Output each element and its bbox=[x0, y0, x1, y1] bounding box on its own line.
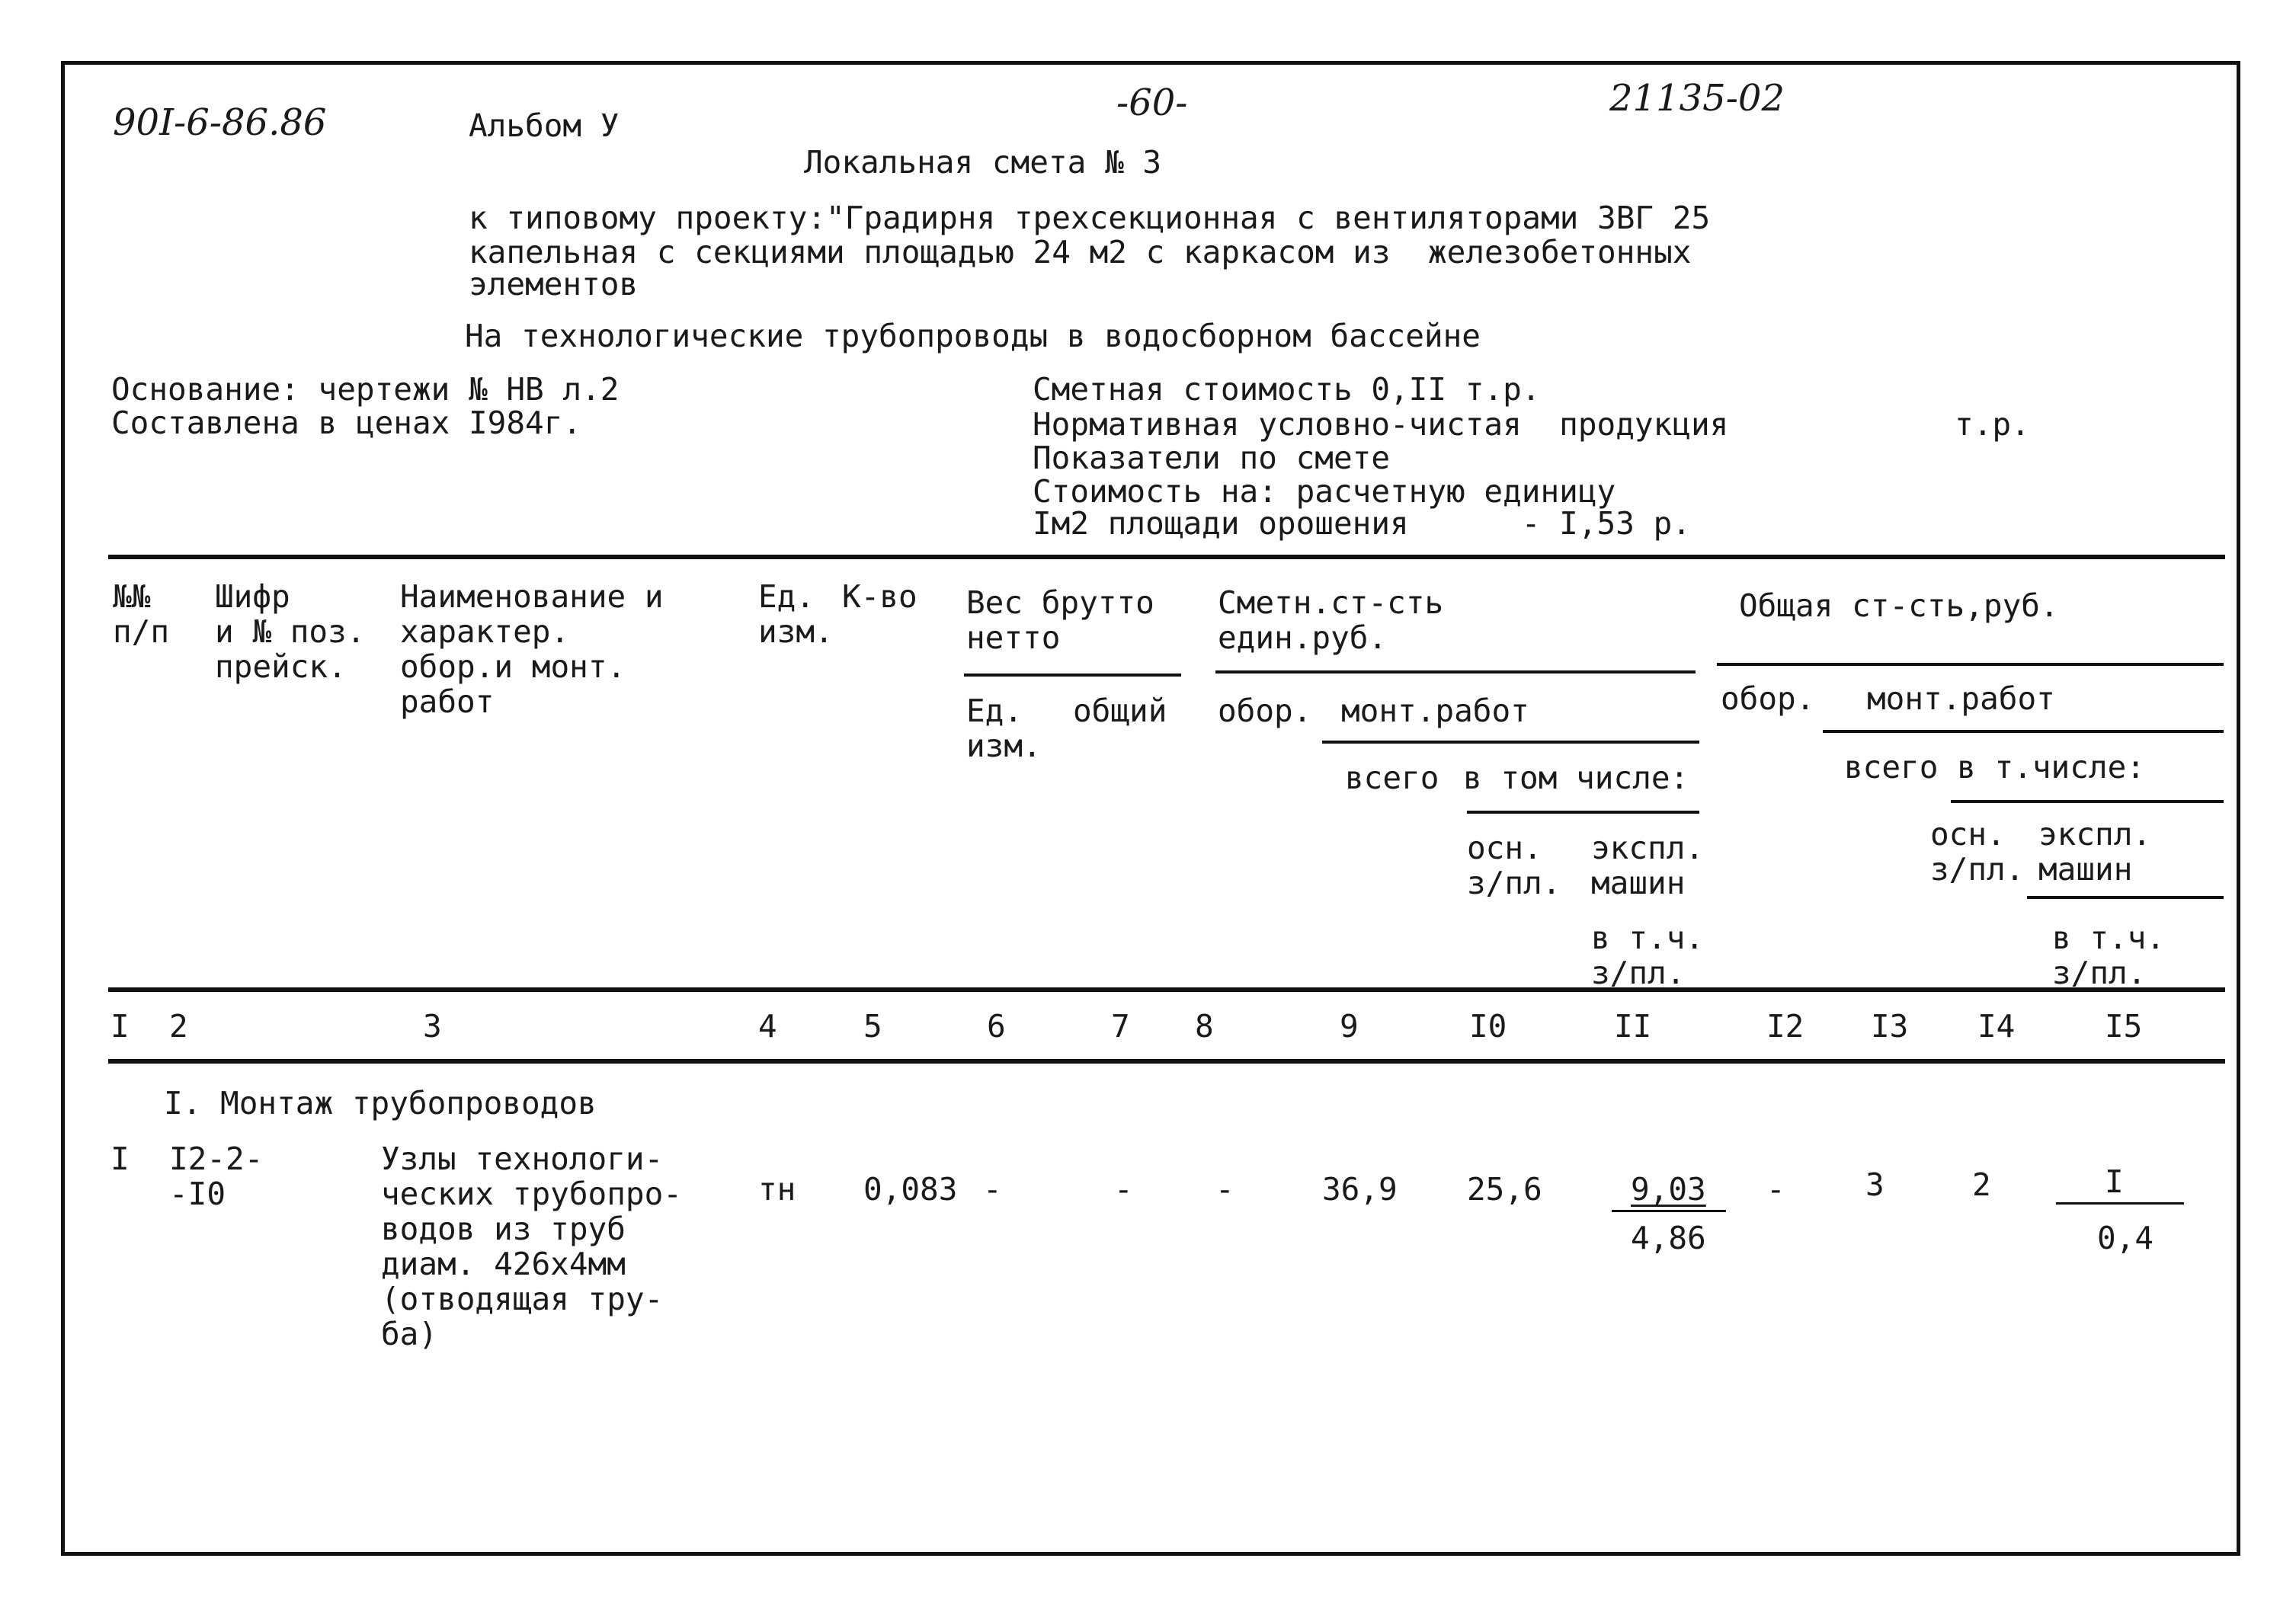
row-number: I bbox=[110, 1141, 130, 1177]
colnum-14: I4 bbox=[1977, 1008, 2016, 1045]
rule-mount bbox=[1322, 741, 1699, 744]
page-number: -60- bbox=[1116, 82, 1188, 124]
project-line-3: элементов bbox=[469, 266, 639, 302]
rule-overall-machines bbox=[2027, 896, 2224, 899]
row-col15: I bbox=[2105, 1163, 2124, 1200]
row-col11: 9,03 bbox=[1631, 1171, 1706, 1208]
row-name: Узлы технологи- ческих трубопро- водов из труб диам. 426х4мм (отводящая тру- ба) bbox=[381, 1141, 682, 1352]
colnum-5: 5 bbox=[863, 1008, 882, 1045]
rule-overall-incl bbox=[1951, 800, 2224, 803]
col-weight-total-header: общий bbox=[1073, 693, 1167, 729]
colnum-3: 3 bbox=[423, 1008, 442, 1045]
rule-overall bbox=[1717, 663, 2224, 666]
unit-cost-line: Iм2 площади орошения - I,53 р. bbox=[1033, 505, 1691, 542]
row-unit: тн bbox=[758, 1171, 796, 1208]
rule-incl bbox=[1467, 811, 1699, 814]
row-col12: - bbox=[1766, 1171, 1785, 1208]
col-unit-cost-header: Сметн.ст-сть един.руб. bbox=[1218, 584, 1444, 656]
colnum-2: 2 bbox=[169, 1008, 188, 1045]
row-col9: 36,9 bbox=[1322, 1171, 1398, 1208]
col-code-header: Шифр и № поз. прейск. bbox=[215, 578, 366, 685]
col-mount-header: монт.работ bbox=[1341, 693, 1529, 729]
col-unit-header: Ед. изм. bbox=[758, 578, 834, 650]
col-weight-unit-header: Ед. изм. bbox=[966, 693, 1042, 764]
row-col14: 2 bbox=[1972, 1166, 1991, 1203]
colnum-1: I bbox=[110, 1008, 130, 1045]
col-equip-header: обор. bbox=[1218, 693, 1312, 729]
rule-overall-mount bbox=[1823, 730, 2224, 733]
row-col15-divider bbox=[2056, 1202, 2184, 1205]
doc-number: 21135-02 bbox=[1609, 77, 1785, 120]
colnum-9: 9 bbox=[1340, 1008, 1359, 1045]
row-col6: - bbox=[983, 1171, 1002, 1208]
colnum-bottom-rule bbox=[108, 1059, 2225, 1064]
project-line-2: капельная с секциями площадью 24 м2 с каркасом из железобетонных bbox=[469, 234, 1692, 270]
basis-line-2: Составлена в ценах I984г. bbox=[111, 405, 582, 441]
estimated-cost: Сметная стоимость 0,II т.р. bbox=[1033, 371, 1541, 408]
colnum-15: I5 bbox=[2105, 1008, 2143, 1045]
col-machines-header: экспл. машин bbox=[1591, 830, 1705, 901]
rule-unit-cost bbox=[1215, 670, 1696, 674]
colnum-6: 6 bbox=[987, 1008, 1006, 1045]
col-number-header: №№ п/п bbox=[113, 578, 170, 650]
table-top-rule bbox=[108, 555, 2225, 559]
document-code: 90I-6-86.86 bbox=[113, 101, 327, 144]
col-overall-incl-wage-header: в т.ч. з/пл. bbox=[2052, 920, 2166, 991]
col-name-header: Наименование и характер. обор.и монт. работ bbox=[400, 578, 664, 720]
col-qty-header: К-во bbox=[842, 578, 917, 615]
section-title: I. Монтаж трубопроводов bbox=[164, 1085, 597, 1121]
col-incl-header: в том числе: bbox=[1463, 760, 1689, 796]
row-col7: - bbox=[1114, 1171, 1133, 1208]
colnum-7: 7 bbox=[1111, 1008, 1130, 1045]
col-total-header: всего bbox=[1345, 760, 1439, 796]
col-overall-mount-header: монт.работ bbox=[1867, 680, 2055, 717]
row-col15-wage: 0,4 bbox=[2097, 1220, 2154, 1256]
col-overall-header: Общая ст-сть,руб. bbox=[1739, 587, 2059, 624]
colnum-11: II bbox=[1614, 1008, 1652, 1045]
cost-per-unit: Стоимость на: расчетную единицу bbox=[1033, 473, 1616, 510]
rule-weight bbox=[964, 674, 1181, 677]
indicators-title: Показатели по смете bbox=[1033, 440, 1390, 476]
normative-unit: т.р. bbox=[1955, 406, 2030, 443]
row-col8: - bbox=[1215, 1171, 1234, 1208]
col-overall-machines-header: экспл. машин bbox=[2038, 816, 2152, 888]
basis-line-1: Основание: чертежи № НВ л.2 bbox=[111, 371, 620, 408]
colnum-4: 4 bbox=[758, 1008, 777, 1045]
row-col10: 25,6 bbox=[1467, 1171, 1542, 1208]
row-col11-wage: 4,86 bbox=[1631, 1220, 1706, 1256]
project-line-1: к типовому проекту:"Градирня трехсекционная с вентиляторами 3ВГ 25 bbox=[469, 200, 1711, 236]
colnum-10: I0 bbox=[1469, 1008, 1507, 1045]
col-overall-equip-header: обор. bbox=[1721, 680, 1815, 717]
album-label: Альбом У bbox=[469, 107, 620, 144]
estimate-title: Локальная смета № 3 bbox=[804, 144, 1161, 181]
normative-production: Нормативная условно-чистая продукция bbox=[1033, 406, 1729, 443]
col-overall-base-header: осн. з/пл. bbox=[1930, 816, 2025, 888]
col-weight-header: Вес брутто нетто bbox=[966, 584, 1154, 656]
header-bottom-rule bbox=[108, 987, 2225, 992]
colnum-12: I2 bbox=[1766, 1008, 1804, 1045]
row-code: I2-2- -I0 bbox=[169, 1141, 264, 1212]
row-col13: 3 bbox=[1865, 1166, 1885, 1203]
col-incl-wage-header: в т.ч. з/пл. bbox=[1591, 920, 1705, 991]
colnum-8: 8 bbox=[1195, 1008, 1214, 1045]
row-qty: 0,083 bbox=[863, 1171, 958, 1208]
row-col11-divider bbox=[1612, 1210, 1726, 1212]
subject-line: На технологические трубопроводы в водосборном бассейне bbox=[465, 318, 1481, 354]
col-base-wage-header: осн. з/пл. bbox=[1467, 830, 1561, 901]
colnum-13: I3 bbox=[1871, 1008, 1909, 1045]
col-overall-incl-header: всего в т.числе: bbox=[1844, 749, 2145, 786]
